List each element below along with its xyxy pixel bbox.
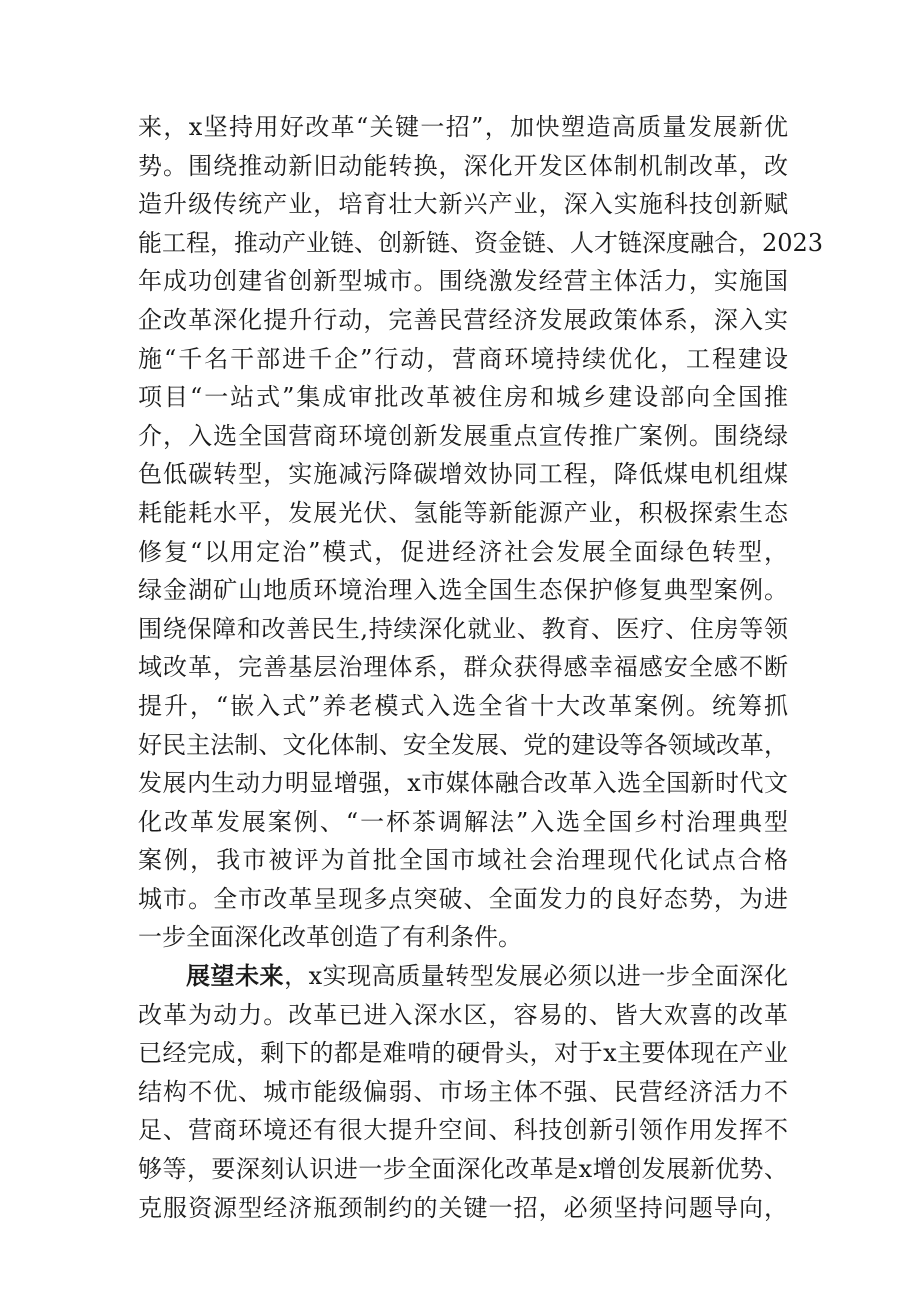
text-line: 改革为动力。改革已进入深水区，容易的、皆大欢喜的改革 [138,1000,788,1029]
text-line: 域改革，完善基层治理体系，群众获得感幸福感安全感不断 [138,653,788,682]
paragraph-outlook [138,957,788,1227]
text-line: 克服资源型经济瓶颈制约的关键一招，必须坚持问题导向， [138,1193,788,1222]
text-line: 修复“以用定治”模式，促进经济社会发展全面绿色转型， [138,537,788,566]
text-line: 项目“一站式”集成审批改革被住房和城乡建设部向全国推 [138,383,788,412]
text-line: 耗能耗水平，发展光伏、氢能等新能源产业，积极探索生态 [138,498,788,527]
text-line: 够等，要深刻认识进一步全面深化改革是x增创发展新优势、 [138,1155,788,1184]
text-line: 足、营商环境还有很大提升空间、科技创新引领作用发挥不 [138,1116,788,1145]
text-line: 企改革深化提升行动，完善民营经济发展政策体系，深入实 [138,305,788,334]
text-line: 城市。全市改革呈现多点突破、全面发力的良好态势，为进 [138,884,788,913]
text-line: 案例，我市被评为首批全国市域社会治理现代化试点合格 [138,846,788,875]
text-line: 造升级传统产业，培育壮大新兴产业，深入实施科技创新赋 [138,190,788,219]
first-line-text: ，x实现高质量转型发展必须以进一步全面深化 [284,962,788,991]
text-line: 来，x坚持用好改革“关键一招”，加快塑造高质量发展新优 [138,113,788,141]
text-line: 好民主法制、文化体制、安全发展、党的建设等各领域改革， [138,730,788,759]
text-line: 介，入选全国营商环境创新发展重点宣传推广案例。围绕绿 [138,421,788,450]
text-line: 能工程，推动产业链、创新链、资金链、人才链深度融合，2023 [138,228,824,257]
text-line: 提升，“嵌入式”养老模式入选全省十大改革案例。统筹抓 [138,691,788,720]
text-line: 年成功创建省创新型城市。围绕激发经营主体活力，实施国 [138,267,788,296]
text-line: 围绕保障和改善民生,持续深化就业、教育、医疗、住房等领 [138,614,788,643]
text-line: 施“千名干部进千企”行动，营商环境持续优化，工程建设 [138,344,788,373]
document-body [138,108,824,1227]
paragraph-lead-heading: 展望未来 [186,962,285,991]
text-line: 一步全面深化改革创造了有利条件。 [138,923,522,952]
text-line: 色低碳转型，实施减污降碳增效协同工程，降低煤电机组煤 [138,460,788,489]
text-line: 势。围绕推动新旧动能转换，深化开发区体制机制改革，改 [138,151,788,180]
text-line: 已经完成，剩下的都是难啃的硬骨头，对于x主要体现在产业 [138,1039,788,1068]
text-line [138,957,788,996]
text-line: 结构不优、城市能级偏弱、市场主体不强、民营经济活力不 [138,1077,788,1106]
text-line: 绿金湖矿山地质环境治理入选全国生态保护修复典型案例。 [138,576,788,605]
text-line: 化改革发展案例、“一杯茶调解法”入选全国乡村治理典型 [138,807,788,836]
text-line: 发展内生动力明显增强，x市媒体融合改革入选全国新时代文 [138,769,788,798]
paragraph-reform-achievements [138,108,824,957]
